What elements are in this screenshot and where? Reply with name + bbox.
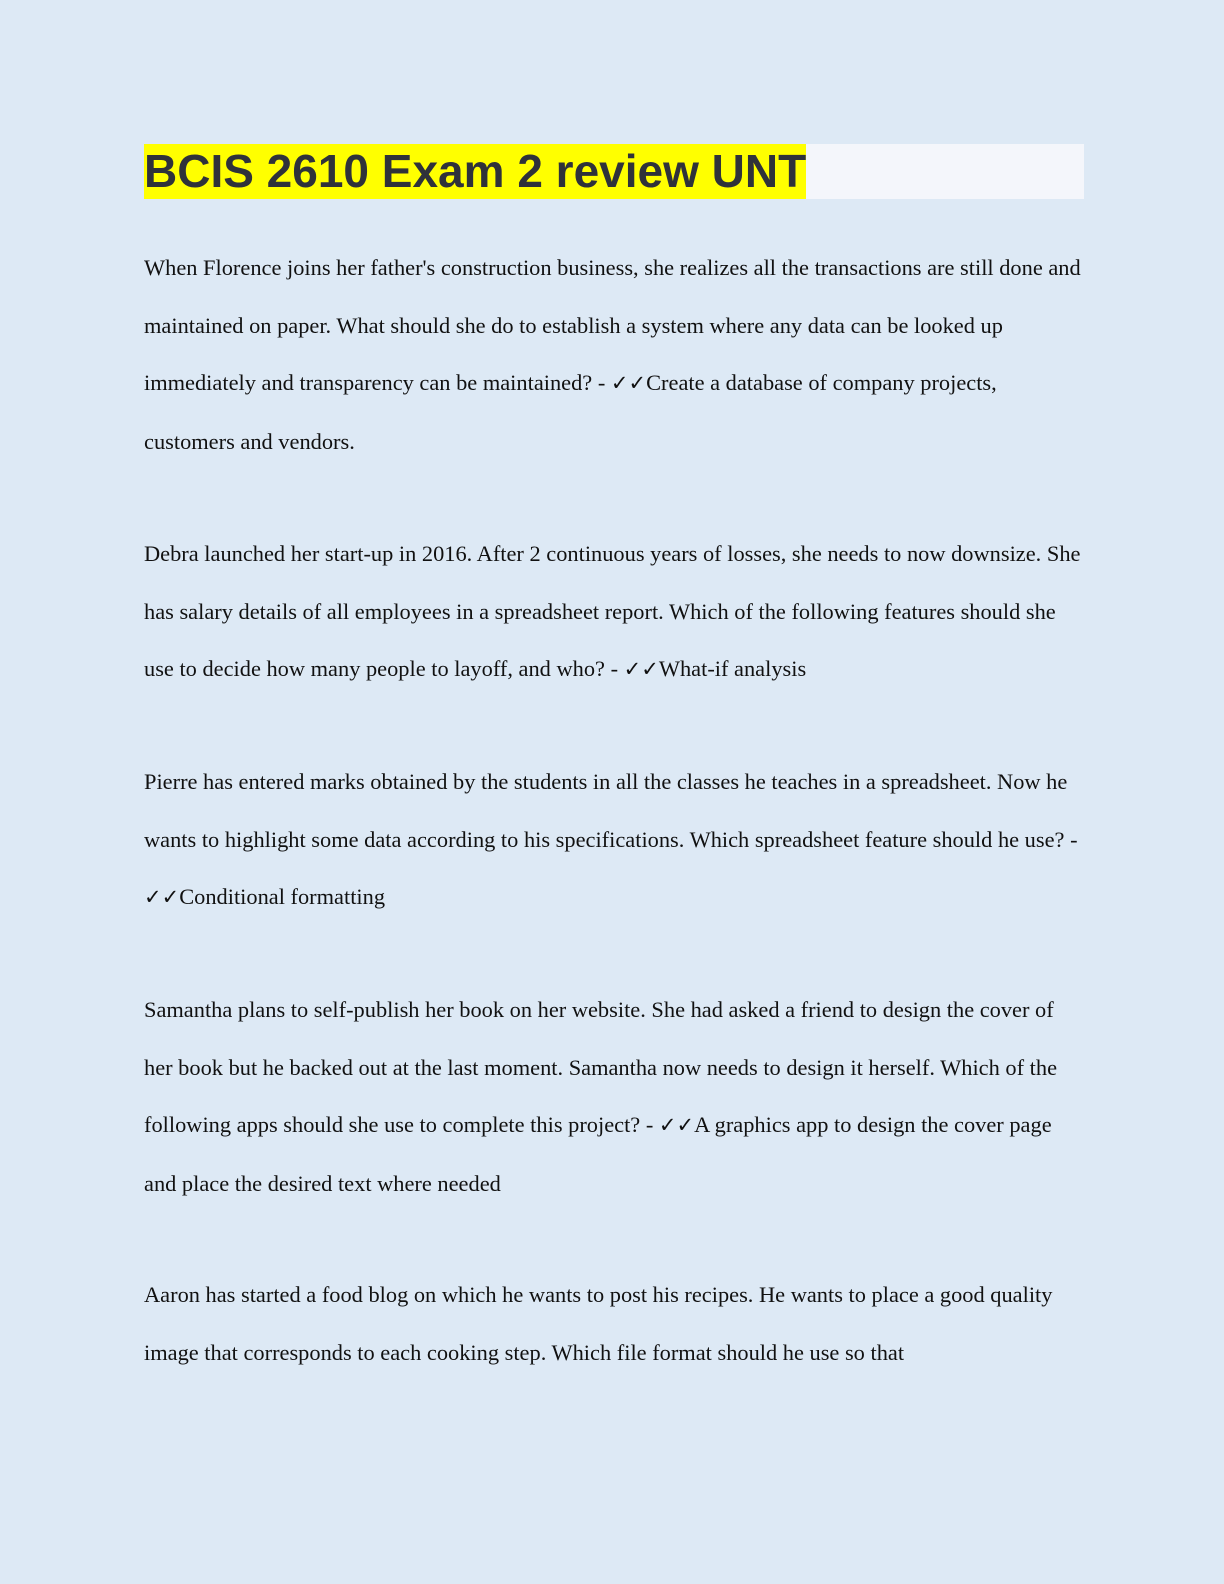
answer-separator: -: [604, 656, 624, 681]
answer-text: Conditional formatting: [179, 884, 386, 909]
question-text: Pierre has entered marks obtained by the students in all the classes he teaches in a spreadsheet. Now he wants to highlight some data according to his specifications. Which spreadsheet feature should he use?: [144, 769, 1068, 852]
question-text: Samantha plans to self-publish her book on her website. She had asked a friend to design the cover of her book but he backed out at the last moment. Samantha now needs to design it herself. Which of the following apps should she use to complete this project?: [144, 997, 1058, 1137]
check-icon: ✓✓: [658, 1113, 695, 1137]
question-text: When Florence joins her father's construction business, she realizes all the transactions are still done and maintained on paper. What should she do to establish a system where any data can be looked up immediately and transparency can be maintained?: [144, 255, 1081, 395]
check-icon: ✓✓: [623, 657, 659, 681]
answer-text: What-if analysis: [658, 656, 807, 681]
question-text: Aaron has started a food blog on which he wants to post his recipes. He wants to place a good quality image that corresponds to each cooking step. Which file format should he use so that: [144, 1282, 1053, 1365]
answer-text: A graphics app to design the cover page and place the desired text where needed: [144, 1112, 1052, 1196]
check-icon: ✓✓: [144, 885, 180, 909]
check-icon: ✓✓: [610, 371, 647, 395]
answer-separator: -: [1064, 826, 1078, 852]
qa-entry: [144, 1266, 1084, 1381]
qa-entry: [144, 981, 1084, 1212]
answer-separator: -: [640, 1112, 659, 1137]
answer-separator: -: [592, 370, 611, 395]
answer-text: Create a database of company projects, customers and vendors.: [144, 370, 997, 454]
document-title: BCIS 2610 Exam 2 review UNT: [144, 145, 807, 197]
qa-entry: [144, 239, 1084, 470]
question-text: Debra launched her start-up in 2016. After 2 continuous years of losses, she needs to now downsize. She has salary details of all employees in a spreadsheet report. Which of the following features should she use to decide how many people to layoff, and who?: [144, 541, 1081, 681]
qa-entry: [144, 525, 1084, 699]
qa-entry: [144, 753, 1084, 927]
